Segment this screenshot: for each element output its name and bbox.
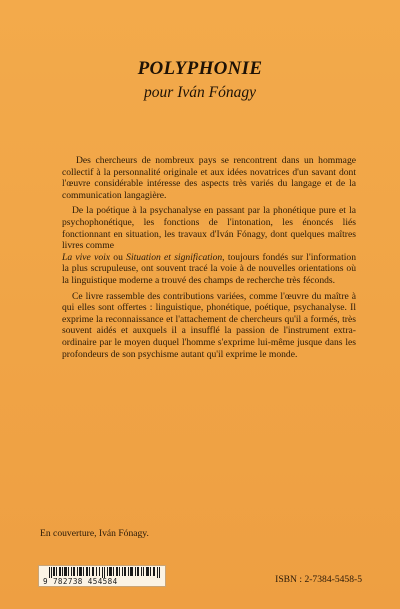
blurb xyxy=(62,155,356,364)
barcode-digits: 9 782738 454584 xyxy=(43,577,118,586)
book-title-la-vive-voix: La vive voix xyxy=(62,251,111,263)
isbn: ISBN : 2-7384-5458-5 xyxy=(275,574,362,585)
blurb-paragraph-2-text: De la poétique à la psychanalyse en passant par la phonétique pure et la psychophonétique, les fonctions de l'intonation, les énoncés liés fonctionnant en situation, les travaux d'Iván Fónagy, dont quelques maîtres livres comme xyxy=(62,205,356,252)
book-title: POLYPHONIE xyxy=(137,58,263,79)
cover-caption: En couverture, Iván Fónagy. xyxy=(40,528,149,539)
barcode xyxy=(38,565,166,587)
blurb-paragraph-2-end: , toujours fondés sur l'information la plus scrupuleuse, ont souvent tracé la voie à de nouvelles orientations où la linguistique moderne a trouvé des champs de recherche très féconds. xyxy=(62,251,356,286)
book-subtitle: pour Iván Fónagy xyxy=(144,84,256,101)
blurb-paragraph-3: Ce livre rassemble des contributions variées, comme l'œuvre du maître à qui elles sont offertes : linguistique, phonétique, poétique, psychanalyse. Il exprime la reconnaissance et l'attachement de chercheurs qu'il a formés, très souvent aidés et auxquels il a insufflé la passion de l'instrument extra-ordinaire par le moyen duquel l'homme s'exprime lui-même jusque dans les profondeurs de son psychisme autant qu'il exprime le monde. xyxy=(62,290,356,360)
book-title-situation-et-signification: Situation et signification xyxy=(126,251,223,263)
connector-ou: ou xyxy=(110,251,127,263)
blurb-paragraph-1: Des chercheurs de nombreux pays se rencontrent dans un hommage collectif à la personnalité originale et aux idées novatrices d'un savant dont l'œuvre considérable intéresse des aspects très variés du langage et de la communication langagière. xyxy=(62,155,356,201)
blurb-paragraph-2 xyxy=(62,205,356,286)
